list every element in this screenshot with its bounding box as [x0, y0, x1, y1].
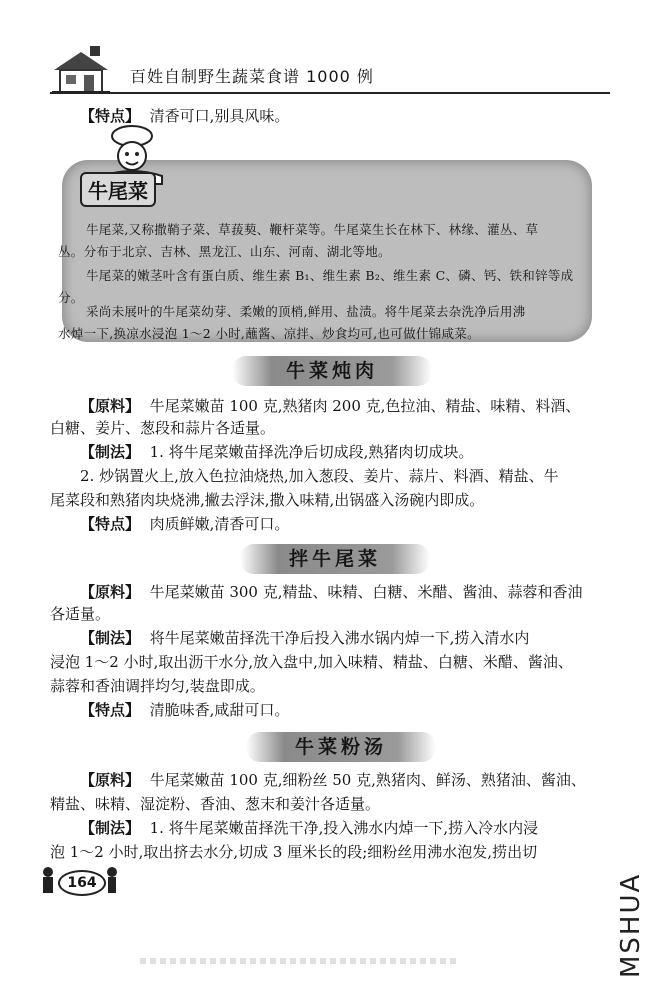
recipe-3-method-cont: 泡 1～2 小时,取出挤去水分,切成 3 厘米长的段;细粉丝用沸水泡发,捞出切 — [50, 843, 538, 861]
herb-line-5: 采尚未展叶的牛尾菜幼芽、柔嫩的顶梢,鲜用、盐渍。将牛尾菜去杂洗净后用沸 — [86, 304, 526, 319]
recipe-1-method-step-2-cont: 尾菜段和熟猪肉块烧沸,撇去浮沫,撒入味精,出锅盛入汤碗内即成。 — [50, 491, 485, 509]
recipe-1-method-step-2: 2. 炒锅置火上,放入色拉油烧热,加入葱段、姜片、蒜片、料酒、精盐、牛 — [80, 467, 559, 485]
recipe-2-method: 【制法】 将牛尾菜嫩苗择洗干净后投入沸水锅内焯一下,捞入清水内 — [80, 629, 530, 647]
herb-line-6: 水焯一下,换凉水浸泡 1～2 小时,蘸酱、凉拌、炒食均可,也可做什锦咸菜。 — [58, 326, 480, 341]
bleed-through-texture — [140, 958, 460, 964]
recipe-1-feature: 【特点】 肉质鲜嫩,清香可口。 — [80, 515, 290, 533]
recipe-3-title: 牛菜粉汤 — [246, 732, 436, 762]
recipe-1-method: 【制法】 1. 将牛尾菜嫩苗择洗净后切成段,熟猪肉切成块。 — [80, 443, 474, 461]
recipe-2-ingredients-cont: 各适量。 — [50, 605, 111, 623]
figure-left-icon — [38, 866, 58, 896]
header-title: 百姓自制野生蔬菜食谱 1000 例 — [130, 67, 374, 86]
herb-line-4: 分。 — [58, 290, 84, 305]
herb-line-2: 丛。分布于北京、吉林、黑龙江、山东、河南、湖北等地。 — [58, 244, 391, 259]
recipe-3-method: 【制法】 1. 将牛尾菜嫩苗择洗干净,投入沸水内焯一下,捞入冷水内浸 — [80, 819, 539, 837]
recipe-1-title: 牛菜炖肉 — [232, 356, 432, 386]
recipe-2-ingredients: 【原料】 牛尾菜嫩苗 300 克,精盐、味精、白糖、米醋、酱油、蒜蓉和香油 — [80, 583, 583, 601]
figure-right-icon — [104, 866, 120, 896]
recipe-2-method-cont-1: 浸泡 1～2 小时,取出沥干水分,放入盘中,加入味精、精盐、白糖、米醋、酱油、 — [50, 653, 573, 671]
recipe-3-ingredients: 【原料】 牛尾菜嫩苗 100 克,细粉丝 50 克,熟猪肉、鲜汤、熟猪油、酱油、 — [80, 771, 586, 789]
header-divider — [50, 92, 610, 94]
recipe-2-method-cont-2: 蒜蓉和香油调拌均匀,装盘即成。 — [50, 677, 265, 695]
herb-line-1: 牛尾菜,又称撒鞘子菜、草菝葜、鞭杆菜等。牛尾菜生长在林下、林缘、灌丛、草 — [86, 222, 539, 237]
recipe-3-ingredients-cont: 精盐、味精、湿淀粉、香油、葱末和姜汁各适量。 — [50, 795, 381, 813]
watermark: MSHUA — [616, 872, 646, 978]
house-icon — [52, 44, 110, 94]
recipe-2-feature: 【特点】 清脆味香,咸甜可口。 — [80, 701, 290, 719]
recipe-1-ingredients: 【原料】 牛尾菜嫩苗 100 克,熟猪肉 200 克,色拉油、精盐、味精、料酒、 — [80, 397, 581, 415]
recipe-1-ingredients-cont: 白糖、姜片、葱段和蒜片各适量。 — [50, 419, 276, 437]
page-number: 164 — [58, 870, 106, 896]
intro-feature-tag: 【特点】 — [80, 107, 141, 125]
herb-line-3: 牛尾菜的嫩茎叶含有蛋白质、维生素 B₁、维生素 B₂、维生素 C、磷、钙、铁和锌等成 — [86, 268, 574, 283]
recipe-2-title: 拌牛尾菜 — [240, 544, 430, 574]
intro-feature-text: 清香可口,别具风味。 — [149, 107, 290, 125]
herb-name: 牛尾菜 — [80, 172, 156, 207]
